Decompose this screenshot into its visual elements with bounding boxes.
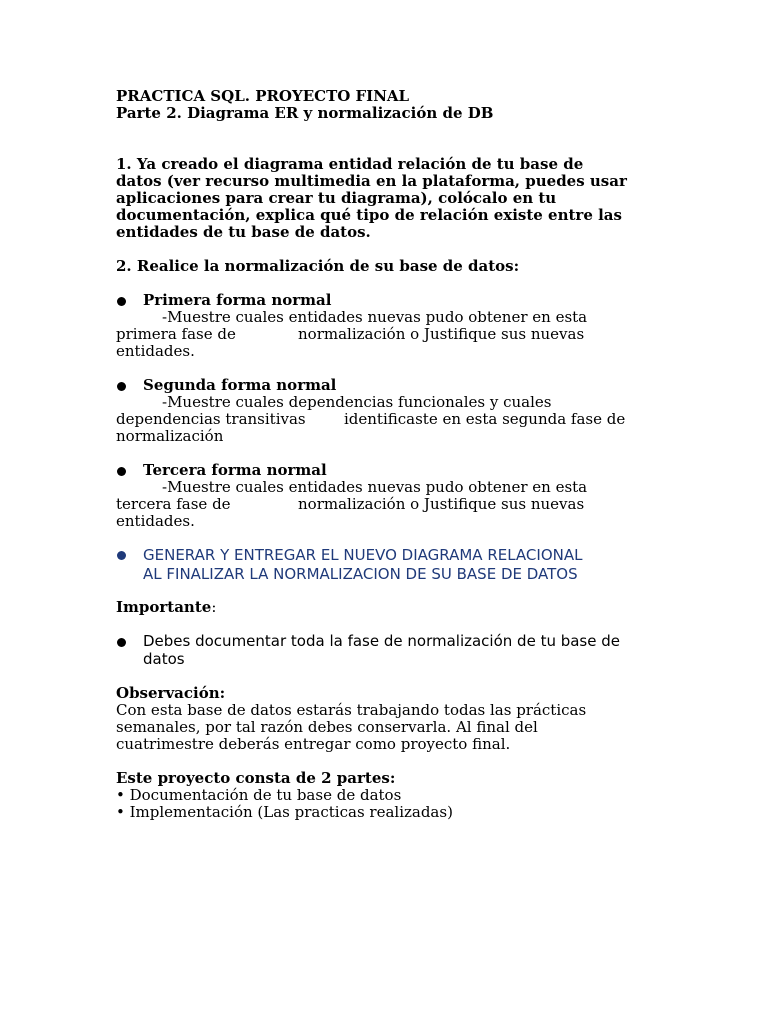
form-description-line: normalización o Justifique sus nuevas [298,325,585,343]
bullet-icon [117,467,126,476]
partes-item: • Documentación de tu base de datos [116,786,402,804]
q1-line: entidades de tu base de datos. [116,223,371,241]
form-title-tercera: Tercera forma normal [143,461,327,479]
form-description-line: primera fase de [116,325,236,343]
form-description-line: dependencias transitivas [116,410,306,428]
form-description-line: -Muestre cuales entidades nuevas pudo obtener en esta [162,478,588,496]
bullet-icon [117,297,126,306]
form-description-line: tercera fase de [116,495,231,513]
generate-instruction-line: AL FINALIZAR LA NORMALIZACION DE SU BASE DE DATOS [143,565,578,583]
form-title-primera: Primera forma normal [143,291,332,309]
q1-line: 1. Ya creado el diagrama entidad relación de tu base de [116,155,584,173]
document-title: PRACTICA SQL. PROYECTO FINAL [116,87,410,105]
q2-heading: 2. Realice la normalización de su base de datos: [116,257,520,275]
observacion-line: semanales, por tal razón debes conservarla. Al final del [116,718,538,736]
bullet-icon [117,638,126,647]
form-title-segunda: Segunda forma normal [143,376,337,394]
document-subtitle: Parte 2. Diagrama ER y normalización de DB [116,104,494,122]
generate-instruction-line: GENERAR Y ENTREGAR EL NUEVO DIAGRAMA RELACIONAL [143,546,583,564]
bullet-icon [117,382,126,391]
form-description-line: -Muestre cuales dependencias funcionales y cuales [162,393,552,411]
importante-label: Importante [116,598,212,616]
importante-item-line: Debes documentar toda la fase de normalización de tu base de [143,632,620,650]
form-description-line: -Muestre cuales entidades nuevas pudo obtener en esta [162,308,588,326]
importante-item-line: datos [143,650,185,668]
form-description-line: entidades. [116,342,195,360]
form-description-line: identificaste en esta segunda fase de [344,410,626,428]
partes-item: • Implementación (Las practicas realizadas) [116,803,453,821]
bullet-icon [117,551,126,560]
form-description-line: entidades. [116,512,195,530]
q1-line: datos (ver recurso multimedia en la plataforma, puedes usar [116,172,627,190]
q1-line: aplicaciones para crear tu diagrama), colócalo en tu [116,189,557,207]
form-description-line: normalización [116,427,224,445]
partes-heading: Este proyecto consta de 2 partes: [116,769,396,787]
importante-heading [116,599,216,616]
importante-colon: : [211,598,217,616]
form-description-line: normalización o Justifique sus nuevas [298,495,585,513]
observacion-line: cuatrimestre deberás entregar como proyecto final. [116,735,511,753]
observacion-heading: Observación: [116,684,226,702]
observacion-line: Con esta base de datos estarás trabajando todas las prácticas [116,701,587,719]
q1-line: documentación, explica qué tipo de relación existe entre las [116,206,622,224]
